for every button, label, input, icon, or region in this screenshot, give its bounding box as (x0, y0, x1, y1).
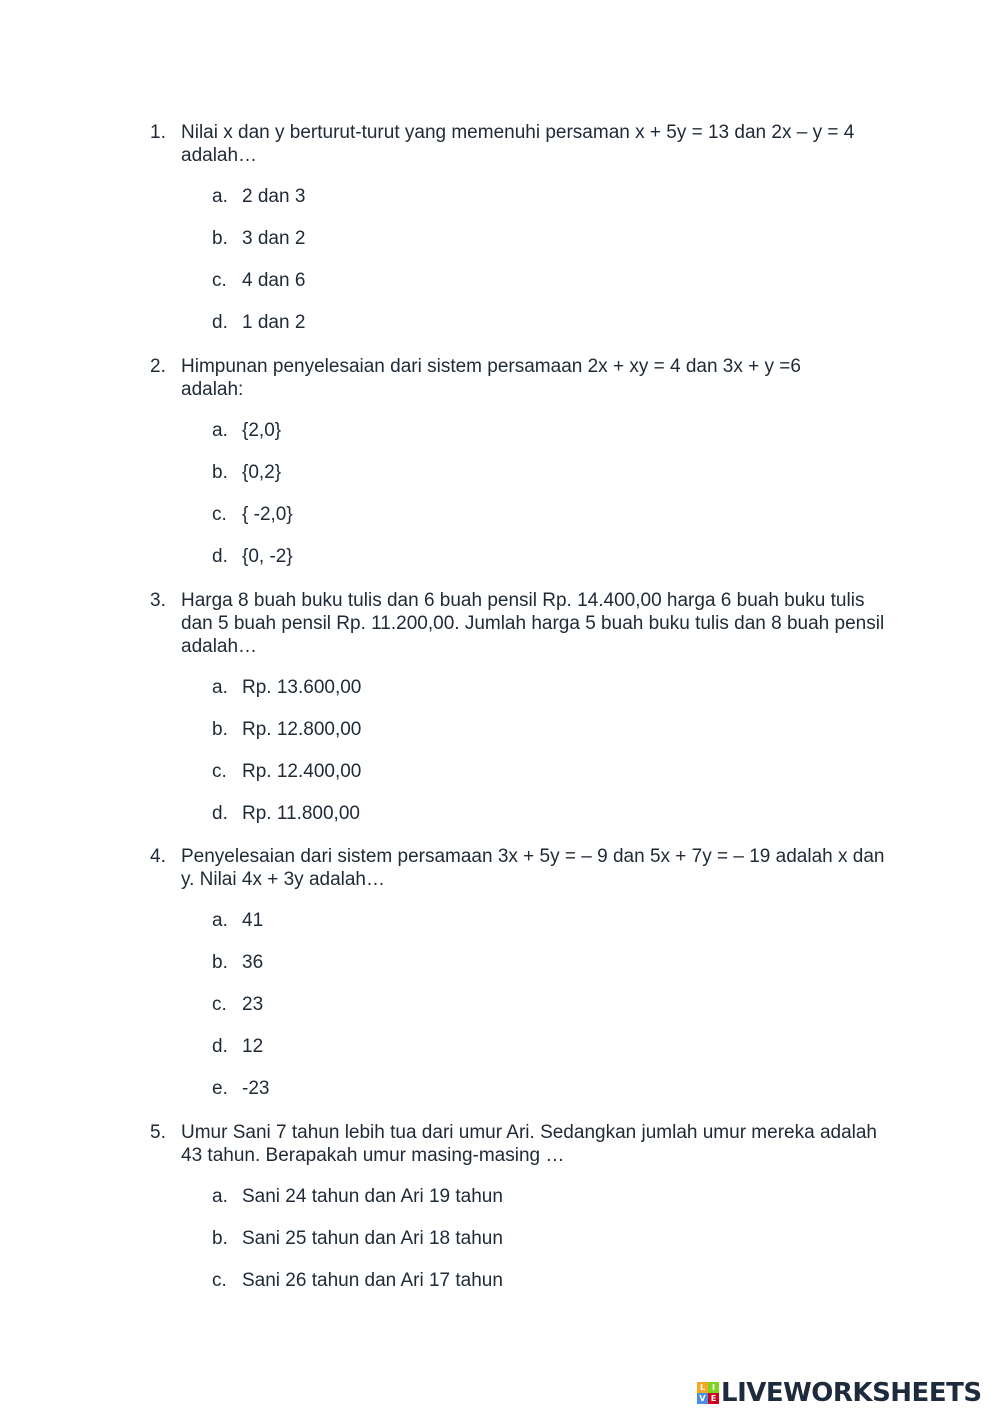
question-number: 1. (150, 122, 166, 143)
option-b[interactable] (212, 461, 812, 485)
option-text: Rp. 12.400,00 (242, 761, 362, 782)
option-letter: b. (212, 952, 228, 973)
question-text: Penyelesaian dari sistem persamaan 3x + 5y = – 9 dan 5x + 7y = – 19 adalah x dan y. Nilai 4x + 3y adalah… (181, 846, 885, 890)
option-c[interactable] (212, 503, 812, 527)
option-text: 41 (242, 910, 264, 931)
question-3 (150, 589, 885, 824)
option-c[interactable] (212, 269, 812, 293)
option-letter: c. (212, 504, 227, 525)
option-text: 12 (242, 1036, 264, 1057)
option-a[interactable] (212, 909, 812, 933)
option-text: Rp. 11.800,00 (242, 803, 360, 824)
option-b[interactable] (212, 951, 812, 975)
option-text: 23 (242, 994, 264, 1015)
option-letter: a. (212, 910, 228, 931)
option-text: {2,0} (242, 420, 282, 441)
option-letter: b. (212, 228, 228, 249)
option-e[interactable] (212, 1077, 812, 1101)
option-d[interactable] (212, 802, 812, 826)
option-letter: a. (212, 1186, 228, 1207)
option-letter: d. (212, 312, 228, 333)
question-number: 3. (150, 590, 166, 611)
option-c[interactable] (212, 760, 812, 784)
liveworksheets-logo-icon (697, 1382, 719, 1404)
question-text: Himpunan penyelesaian dari sistem persamaan 2x + xy = 4 dan 3x + y =6 adalah: (181, 356, 801, 400)
option-a[interactable] (212, 1185, 812, 1209)
question-text: Nilai x dan y berturut-turut yang memenuhi persaman x + 5y = 13 dan 2x – y = 4 adalah… (181, 122, 855, 166)
option-letter: e. (212, 1078, 228, 1099)
option-b[interactable] (212, 1227, 812, 1251)
liveworksheets-brand (697, 1378, 982, 1408)
question-number: 4. (150, 846, 166, 867)
question-number: 5. (150, 1122, 166, 1143)
brand-name: LIVEWORKSHEETS (721, 1378, 982, 1408)
option-c[interactable] (212, 1269, 812, 1293)
option-text: Sani 25 tahun dan Ari 18 tahun (242, 1228, 503, 1249)
logo-tile: L (697, 1382, 708, 1393)
option-text: 2 dan 3 (242, 186, 306, 207)
option-letter: b. (212, 1228, 228, 1249)
option-letter: b. (212, 719, 228, 740)
option-text: -23 (242, 1078, 270, 1099)
option-letter: c. (212, 994, 227, 1015)
option-text: Sani 26 tahun dan Ari 17 tahun (242, 1270, 503, 1291)
logo-tile: I (708, 1382, 719, 1393)
option-letter: a. (212, 186, 228, 207)
question-1 (150, 121, 885, 333)
option-letter: d. (212, 1036, 228, 1057)
question-5 (150, 1121, 885, 1291)
option-text: Rp. 12.800,00 (242, 719, 362, 740)
option-text: { -2,0} (242, 504, 293, 525)
option-b[interactable] (212, 227, 812, 251)
option-letter: a. (212, 420, 228, 441)
logo-tile: E (708, 1393, 719, 1404)
option-text: 36 (242, 952, 264, 973)
option-b[interactable] (212, 718, 812, 742)
option-d[interactable] (212, 545, 812, 569)
option-text: 3 dan 2 (242, 228, 306, 249)
option-letter: d. (212, 546, 228, 567)
logo-tile: V (697, 1393, 708, 1404)
option-a[interactable] (212, 419, 812, 443)
question-2 (150, 355, 820, 567)
option-text: Rp. 13.600,00 (242, 677, 362, 698)
option-text: Sani 24 tahun dan Ari 19 tahun (242, 1186, 503, 1207)
option-text: 4 dan 6 (242, 270, 306, 291)
question-text: Harga 8 buah buku tulis dan 6 buah pensil Rp. 14.400,00 harga 6 buah buku tulis dan 5 buah pensil Rp. 11.200,00. Jumlah harga 5 buah buku tulis dan 8 buah pensil adalah… (181, 590, 885, 657)
option-c[interactable] (212, 993, 812, 1017)
option-d[interactable] (212, 1035, 812, 1059)
option-a[interactable] (212, 676, 812, 700)
option-letter: d. (212, 803, 228, 824)
question-4 (150, 845, 885, 1099)
option-letter: b. (212, 462, 228, 483)
question-text: Umur Sani 7 tahun lebih tua dari umur Ari. Sedangkan jumlah umur mereka adalah 43 tahun. Berapakah umur masing-masing … (181, 1122, 877, 1166)
option-letter: c. (212, 270, 227, 291)
option-text: {0, -2} (242, 546, 293, 567)
option-d[interactable] (212, 311, 812, 335)
option-text: {0,2} (242, 462, 282, 483)
option-a[interactable] (212, 185, 812, 209)
question-number: 2. (150, 356, 166, 377)
option-letter: c. (212, 1270, 227, 1291)
option-text: 1 dan 2 (242, 312, 306, 333)
option-letter: a. (212, 677, 228, 698)
option-letter: c. (212, 761, 227, 782)
